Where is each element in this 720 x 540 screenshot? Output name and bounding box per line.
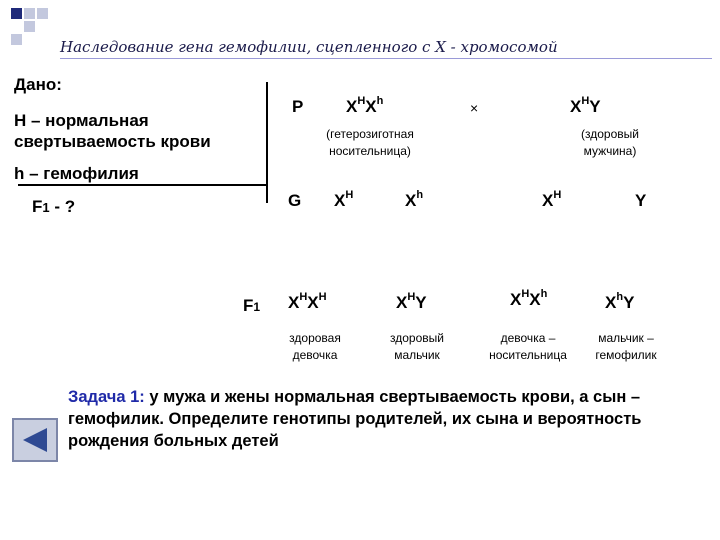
father-description: (здоровый мужчина) bbox=[581, 127, 639, 158]
gamete: Y bbox=[635, 191, 647, 210]
slide-title: Наследование гена гемофилии, сцепленного с Х - хромосомой bbox=[60, 38, 558, 56]
offspring-genotype: $X^hY$ bbox=[605, 291, 635, 312]
offspring-genotype: $X^HX^h$ bbox=[510, 288, 548, 309]
task-label: Задача 1: bbox=[68, 388, 145, 406]
given-heading: Дано: bbox=[14, 75, 62, 94]
offspring-description: здоровая девочка bbox=[289, 331, 341, 362]
decor-square bbox=[24, 8, 35, 19]
title-underline bbox=[60, 58, 712, 59]
gamete: $X^H$ bbox=[334, 189, 354, 210]
p-label: P bbox=[292, 97, 304, 116]
decor-square bbox=[11, 34, 22, 45]
given-line-2: свертываемость крови bbox=[14, 132, 211, 151]
decor-square bbox=[24, 21, 35, 32]
offspring-genotype: $X^HY$ bbox=[396, 291, 427, 312]
decor-square bbox=[11, 8, 22, 19]
task-text bbox=[68, 386, 668, 452]
offspring-description: мальчик – гемофилик bbox=[595, 331, 657, 362]
cross-sign: × bbox=[470, 100, 479, 116]
find-f1: F1 - ? bbox=[32, 197, 76, 216]
back-arrow-icon bbox=[23, 428, 47, 452]
offspring-description: девочка – носительница bbox=[489, 331, 567, 362]
back-button[interactable] bbox=[12, 418, 58, 462]
offspring-genotype: $X^HX^H$ bbox=[288, 291, 327, 312]
father-genotype: $X^HY$ bbox=[570, 95, 601, 116]
given-line-1: H – нормальная bbox=[14, 111, 149, 130]
mother-description: (гетерозиготная носительница) bbox=[326, 127, 414, 158]
g-label: G bbox=[288, 191, 302, 210]
decor-square bbox=[37, 8, 48, 19]
divider-vertical bbox=[266, 82, 268, 203]
mother-genotype: $X^HX^h$ bbox=[346, 95, 384, 116]
task-body: у мужа и жены нормальная свертываемость крови, а сын – гемофилик. Определите генотипы родителей, их сына и вероятность рождения больных детей bbox=[68, 388, 642, 450]
given-line-3: h – гемофилия bbox=[14, 164, 139, 183]
gamete: $X^H$ bbox=[542, 189, 562, 210]
divider-horizontal bbox=[18, 184, 266, 186]
f1-label: F1 bbox=[243, 296, 261, 315]
gamete: $X^h$ bbox=[405, 189, 424, 210]
offspring-description: здоровый мальчик bbox=[390, 331, 444, 362]
